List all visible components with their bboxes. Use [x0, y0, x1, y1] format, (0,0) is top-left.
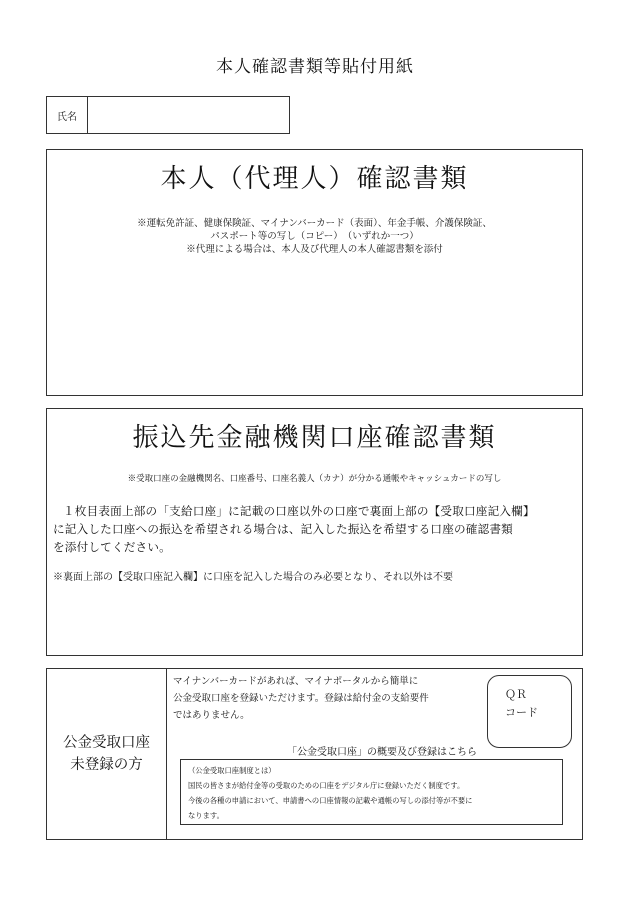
name-input-area[interactable] [88, 97, 289, 133]
public-account-section [46, 668, 583, 840]
unregistered-label [47, 669, 167, 839]
promo-line: ではありません。 [173, 710, 250, 721]
bank-section-heading: 振込先金融機関口座確認書類 [132, 423, 497, 453]
unregistered-label-line1: 公金受取口座 [63, 735, 150, 751]
identity-document-section [46, 149, 583, 396]
instruction-line: を添付してください。 [53, 540, 171, 554]
identity-section-heading: 本人（代理人）確認書類 [160, 164, 469, 194]
name-field-box [46, 96, 290, 134]
bank-section-instructions [53, 502, 576, 556]
bank-section-sub-note: ※裏面上部の【受取口座記入欄】に口座を記入した場合のみ必要となり、それ以外は不要 [53, 572, 453, 583]
instruction-line: １枚目表面上部の「支給口座」に記載の口座以外の口座で裏面上部の【受取口座記入欄】 [63, 504, 535, 518]
system-line: 国民の皆さまが給付金等の受取のための口座をデジタル庁に登録いただく制度です。 [188, 781, 465, 790]
promo-line: 公金受取口座を登録いただけます。登録は給付金の支給要件 [173, 693, 429, 704]
system-line: 今後の各種の申請において、申請書への口座情報の記載や通帳の写しの添付等が不要に [188, 796, 473, 805]
overview-link-text: 「公金受取口座」の概要及び登録はこちら [287, 747, 477, 758]
unregistered-label-line2: 未登録の方 [70, 757, 143, 773]
bank-section-note: ※受取口座の金融機関名、口座番号、口座名義人（カナ）が分かる通帳やキャッシュカードの写し [127, 474, 502, 484]
page-title: 本人確認書類等貼付用紙 [216, 57, 414, 77]
system-description-box [180, 759, 563, 825]
bank-account-document-section [46, 408, 583, 656]
identity-note-line: ※運転免許証、健康保険証、マイナンバーカード（表面）、年金手帳、介護保険証、 [137, 218, 492, 229]
identity-notes [47, 217, 582, 256]
qr-code-placeholder[interactable] [487, 675, 572, 748]
qr-label-line1: ＱＲ [505, 688, 527, 701]
qr-label-line2: コード [505, 706, 538, 719]
system-line: （公金受取口座制度とは） [188, 766, 276, 775]
identity-note-line: ※代理による場合は、本人及び代理人の本人確認書類を添付 [186, 244, 443, 255]
name-label: 氏名 [47, 97, 88, 133]
system-line: なります。 [188, 811, 224, 820]
identity-note-line: パスポート等の写し（コピー） （いずれか一つ） [210, 231, 419, 242]
instruction-line: に記入した口座への振込を希望される場合は、記入した振込を希望する口座の確認書類 [53, 522, 513, 536]
promo-text [173, 673, 483, 724]
promo-line: マイナンバーカードがあれば、マイナポータルから簡単に [173, 676, 419, 687]
